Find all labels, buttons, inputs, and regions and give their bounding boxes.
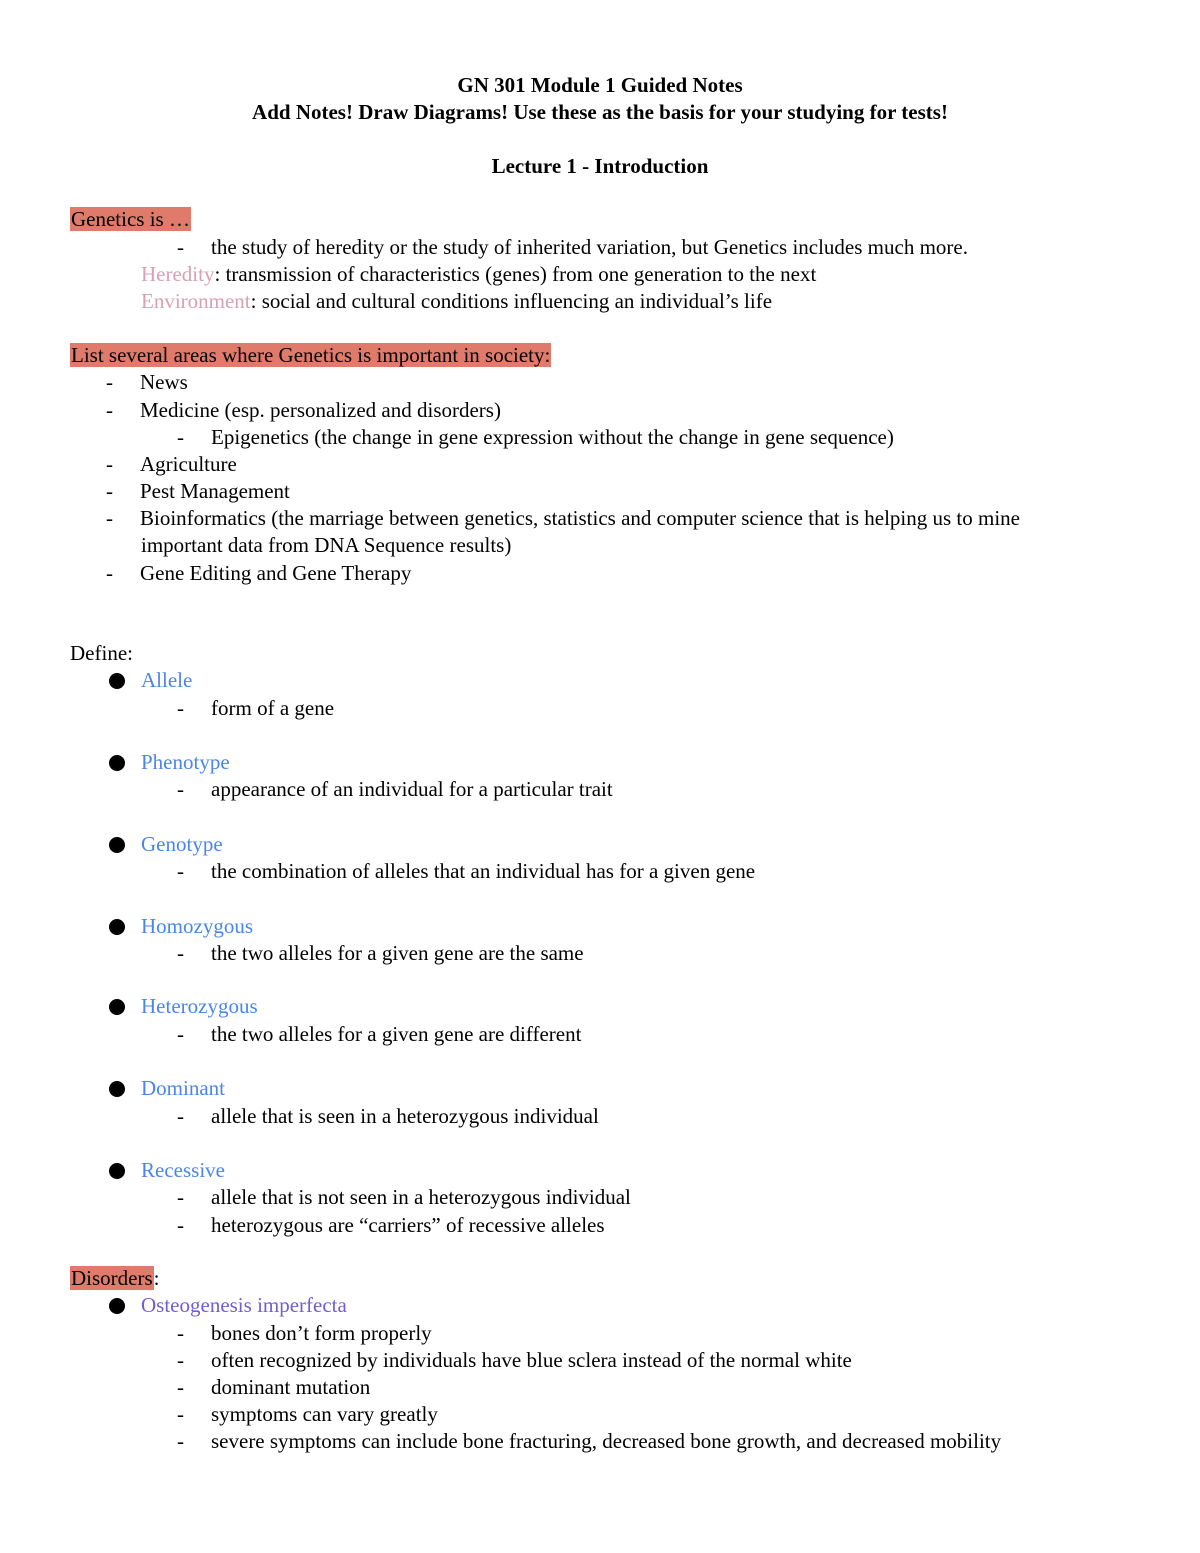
dash-marker: - <box>177 1321 184 1345</box>
oi-point-2: often recognized by individuals have blue sclera instead of the normal white <box>211 1348 852 1372</box>
area-bioinformatics-continued: important data from DNA Sequence results) <box>141 533 512 557</box>
list-item <box>177 1374 370 1401</box>
list-item <box>106 478 290 505</box>
dash-marker: - <box>177 1402 184 1426</box>
area-agriculture: Agriculture <box>140 452 237 476</box>
lecture-heading: Lecture 1 - Introduction <box>491 154 709 178</box>
oi-point-5: severe symptoms can include bone fracturing, decreased bone growth, and decreased mobility <box>211 1429 1002 1453</box>
bullet-icon <box>109 999 125 1015</box>
area-medicine: Medicine (esp. personalized and disorders) <box>140 398 501 422</box>
heterozygous-definition: the two alleles for a given gene are different <box>211 1022 582 1046</box>
area-epigenetics: Epigenetics (the change in gene expression without the change in gene sequence) <box>211 425 894 449</box>
recessive-definition-1: allele that is not seen in a heterozygous individual <box>211 1185 631 1209</box>
list-item <box>106 560 411 587</box>
dash-marker: - <box>106 479 113 503</box>
area-news: News <box>140 370 188 394</box>
genetics-definition: the study of heredity or the study of inherited variation, but Genetics includes much more. <box>211 235 968 259</box>
recessive-definition-2: heterozygous are “carriers” of recessive alleles <box>211 1213 605 1237</box>
environment-definition: : social and cultural conditions influencing an individual’s life <box>250 289 773 313</box>
list-item <box>177 940 584 967</box>
list-item <box>177 1021 581 1048</box>
genetics-heading-text: Genetics is … <box>71 207 190 231</box>
dash-marker: - <box>177 1348 184 1372</box>
list-item <box>106 397 501 424</box>
environment-line <box>141 288 772 315</box>
term-allele: Allele <box>141 668 193 692</box>
list-item <box>177 695 334 722</box>
oi-point-4: symptoms can vary greatly <box>211 1402 438 1426</box>
dash-marker: - <box>177 1022 184 1046</box>
bullet-icon <box>109 1081 125 1097</box>
homozygous-definition: the two alleles for a given gene are the same <box>211 941 584 965</box>
define-heading: Define: <box>70 641 133 665</box>
disorders-colon: : <box>153 1266 160 1290</box>
heredity-term: Heredity <box>141 262 215 286</box>
dash-marker: - <box>177 1375 184 1399</box>
term-osteogenesis-imperfecta: Osteogenesis imperfecta <box>141 1293 347 1317</box>
list-item <box>177 858 755 885</box>
term-dominant: Dominant <box>141 1076 225 1100</box>
areas-heading-text: List several areas where Genetics is important in society: <box>71 343 551 367</box>
dash-marker: - <box>177 425 184 449</box>
document-title: GN 301 Module 1 Guided Notes <box>457 73 743 97</box>
dash-marker: - <box>177 859 184 883</box>
area-gene-editing: Gene Editing and Gene Therapy <box>140 561 412 585</box>
heredity-definition: : transmission of characteristics (genes) from one generation to the next <box>214 262 817 286</box>
list-item <box>177 1401 438 1428</box>
list-item <box>177 1428 1001 1455</box>
environment-term: Environment <box>141 289 251 313</box>
areas-heading <box>70 342 551 369</box>
dash-marker: - <box>106 452 113 476</box>
term-recessive: Recessive <box>141 1158 225 1182</box>
list-item <box>106 505 1020 532</box>
term-heterozygous: Heterozygous <box>141 994 258 1018</box>
dash-marker: - <box>177 777 184 801</box>
dash-marker: - <box>177 941 184 965</box>
dash-marker: - <box>106 561 113 585</box>
area-pest-management: Pest Management <box>140 479 290 503</box>
dash-marker: - <box>106 506 113 530</box>
genotype-definition: the combination of alleles that an individual has for a given gene <box>211 859 756 883</box>
area-bioinformatics: Bioinformatics (the marriage between genetics, statistics and computer science that is helping us to mine <box>140 506 1020 530</box>
dash-marker: - <box>177 1104 184 1128</box>
disorders-heading-text: Disorders <box>71 1266 153 1290</box>
dash-marker: - <box>177 696 184 720</box>
dash-marker: - <box>177 1213 184 1237</box>
bullet-icon <box>109 837 125 853</box>
term-homozygous: Homozygous <box>141 914 253 938</box>
heredity-line <box>141 261 816 288</box>
genetics-heading <box>70 206 191 233</box>
dominant-definition: allele that is seen in a heterozygous individual <box>211 1104 599 1128</box>
list-item <box>177 424 894 451</box>
oi-point-3: dominant mutation <box>211 1375 371 1399</box>
allele-definition: form of a gene <box>211 696 335 720</box>
document-subtitle: Add Notes! Draw Diagrams! Use these as the basis for your studying for tests! <box>252 100 948 124</box>
term-genotype: Genotype <box>141 832 223 856</box>
bullet-icon <box>109 919 125 935</box>
bullet-icon <box>109 673 125 689</box>
list-item <box>177 1103 599 1130</box>
list-item <box>177 1347 852 1374</box>
term-phenotype: Phenotype <box>141 750 230 774</box>
dash-marker: - <box>177 235 184 259</box>
list-item <box>177 1320 432 1347</box>
list-item <box>177 776 613 803</box>
dash-marker: - <box>177 1429 184 1453</box>
bullet-icon <box>109 755 125 771</box>
list-item <box>177 1212 605 1239</box>
dash-marker: - <box>106 398 113 422</box>
list-item <box>177 1184 631 1211</box>
oi-point-1: bones don’t form properly <box>211 1321 432 1345</box>
list-item <box>106 451 237 478</box>
list-item <box>177 234 968 261</box>
disorders-heading <box>70 1265 160 1292</box>
list-item <box>106 369 188 396</box>
bullet-icon <box>109 1163 125 1179</box>
dash-marker: - <box>106 370 113 394</box>
bullet-icon <box>109 1298 125 1314</box>
phenotype-definition: appearance of an individual for a particular trait <box>211 777 613 801</box>
dash-marker: - <box>177 1185 184 1209</box>
